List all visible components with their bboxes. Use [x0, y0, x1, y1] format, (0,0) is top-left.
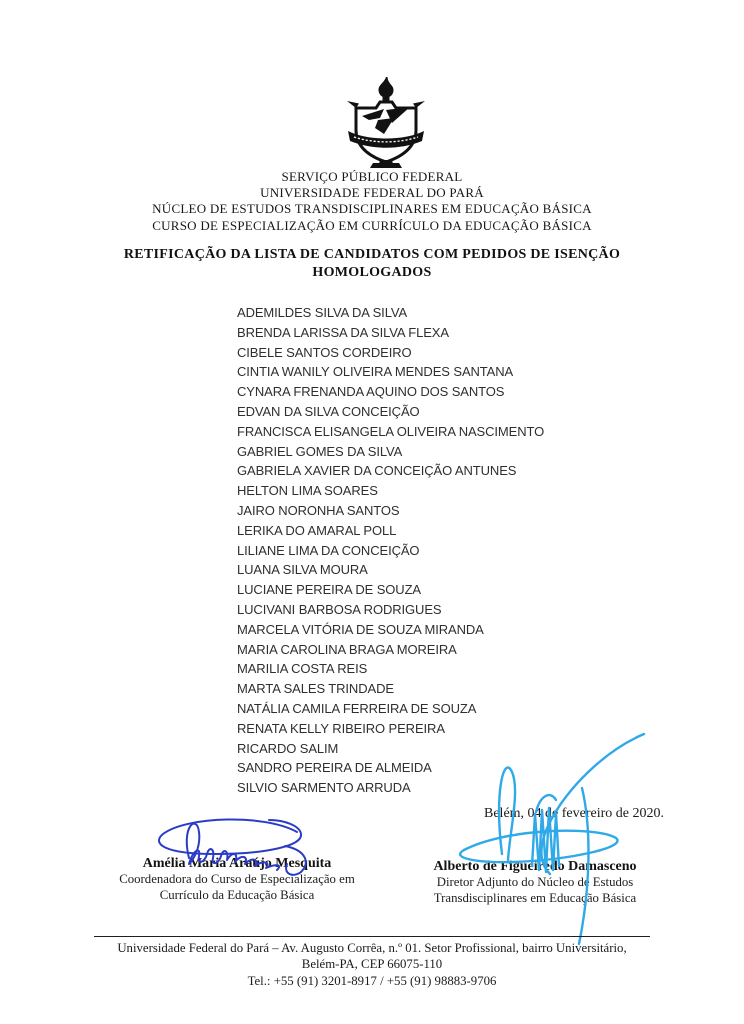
candidate-name: FRANCISCA ELISANGELA OLIVEIRA NASCIMENTO — [237, 423, 545, 439]
candidate-name: LERIKA DO AMARAL POLL — [237, 522, 397, 538]
candidate-name: HELTON LIMA SOARES — [237, 483, 378, 499]
signature-block-director — [385, 858, 685, 906]
candidate-name: BRENDA LARISSA DA SILVA FLEXA — [237, 324, 449, 340]
signatory-role-line: Currículo da Educação Básica — [159, 887, 315, 902]
org-header-line: NÚCLEO DE ESTUDOS TRANSDISCIPLINARES EM EDUCAÇÃO BÁSICA — [152, 201, 592, 217]
signatory-role-line: Coordenadora do Curso de Especialização em — [119, 872, 355, 886]
signatory-name-coordinator: Amélia Maria Araújo Mesquita — [142, 856, 332, 871]
candidate-name: JAIRO NORONHA SANTOS — [237, 502, 400, 518]
org-header-line: UNIVERSIDADE FEDERAL DO PARÁ — [260, 185, 484, 201]
candidate-name: LUCIANE PEREIRA DE SOUZA — [237, 582, 421, 598]
page-footer — [0, 936, 744, 989]
footer-line: Tel.: +55 (91) 3201-8917 / +55 (91) 98883-9706 — [247, 973, 497, 988]
candidate-name: MARTA SALES TRINDADE — [237, 681, 394, 697]
footer-line: Universidade Federal do Pará – Av. Augusto Corrêa, n.º 01. Setor Profissional, bairro Universitário, — [117, 941, 627, 955]
signatory-role-line: Transdisciplinares em Educação Básica — [433, 890, 637, 905]
candidate-name: MARILIA COSTA REIS — [237, 661, 368, 677]
signatory-role-director — [385, 875, 685, 906]
candidate-name: LUCIVANI BARBOSA RODRIGUES — [237, 601, 442, 617]
candidate-name: CYNARA FRENANDA AQUINO DOS SANTOS — [237, 384, 505, 400]
candidate-name: MARCELA VITÓRIA DE SOUZA MIRANDA — [237, 621, 484, 637]
org-header-line: CURSO DE ESPECIALIZAÇÃO EM CURRÍCULO DA EDUCAÇÃO BÁSICA — [152, 217, 592, 233]
document-title-line: RETIFICAÇÃO DA LISTA DE CANDIDATOS COM PEDIDOS DE ISENÇÃO — [123, 247, 621, 262]
signatory-name-director: Alberto de Figueiredo Damasceno — [433, 859, 637, 874]
candidate-name: SANDRO PEREIRA DE ALMEIDA — [237, 760, 432, 776]
candidate-name: CIBELE SANTOS CORDEIRO — [237, 344, 412, 360]
candidate-name: GABRIELA XAVIER DA CONCEIÇÃO ANTUNES — [237, 463, 517, 479]
candidate-name: GABRIEL GOMES DA SILVA — [237, 443, 403, 459]
document-title-line: HOMOLOGADOS — [312, 264, 432, 280]
candidate-name: LILIANE LIMA DA CONCEIÇÃO — [237, 542, 420, 558]
org-header — [0, 169, 744, 234]
footer-line: Belém-PA, CEP 66075-110 — [301, 957, 443, 972]
candidate-name: RICARDO SALIM — [237, 740, 339, 756]
document-title — [0, 246, 744, 281]
ufpa-crest-icon — [340, 76, 432, 168]
candidate-name: EDVAN DA SILVA CONCEIÇÃO — [237, 403, 420, 419]
candidate-name: ADEMILDES SILVA DA SILVA — [237, 305, 408, 320]
candidate-name: MARIA CAROLINA BRAGA MOREIRA — [237, 641, 457, 657]
signatory-role-coordinator — [87, 872, 387, 903]
org-header-line: SERVIÇO PÚBLICO FEDERAL — [281, 169, 463, 184]
date-place-line: Belém, 04 de fevereiro de 2020. — [484, 806, 664, 821]
candidate-name: LUANA SILVA MOURA — [237, 562, 368, 578]
footer-contact — [0, 940, 744, 989]
signature-block-coordinator — [87, 855, 387, 903]
footer-divider — [94, 936, 650, 937]
candidate-name: RENATA KELLY RIBEIRO PEREIRA — [237, 720, 445, 736]
signatory-role-line: Diretor Adjunto do Núcleo de Estudos — [436, 875, 634, 889]
candidate-name: SILVIO SARMENTO ARRUDA — [237, 780, 411, 796]
candidate-list — [237, 303, 544, 798]
candidate-name: CINTIA WANILY OLIVEIRA MENDES SANTANA — [237, 364, 514, 380]
candidate-name: NATÁLIA CAMILA FERREIRA DE SOUZA — [237, 700, 477, 716]
